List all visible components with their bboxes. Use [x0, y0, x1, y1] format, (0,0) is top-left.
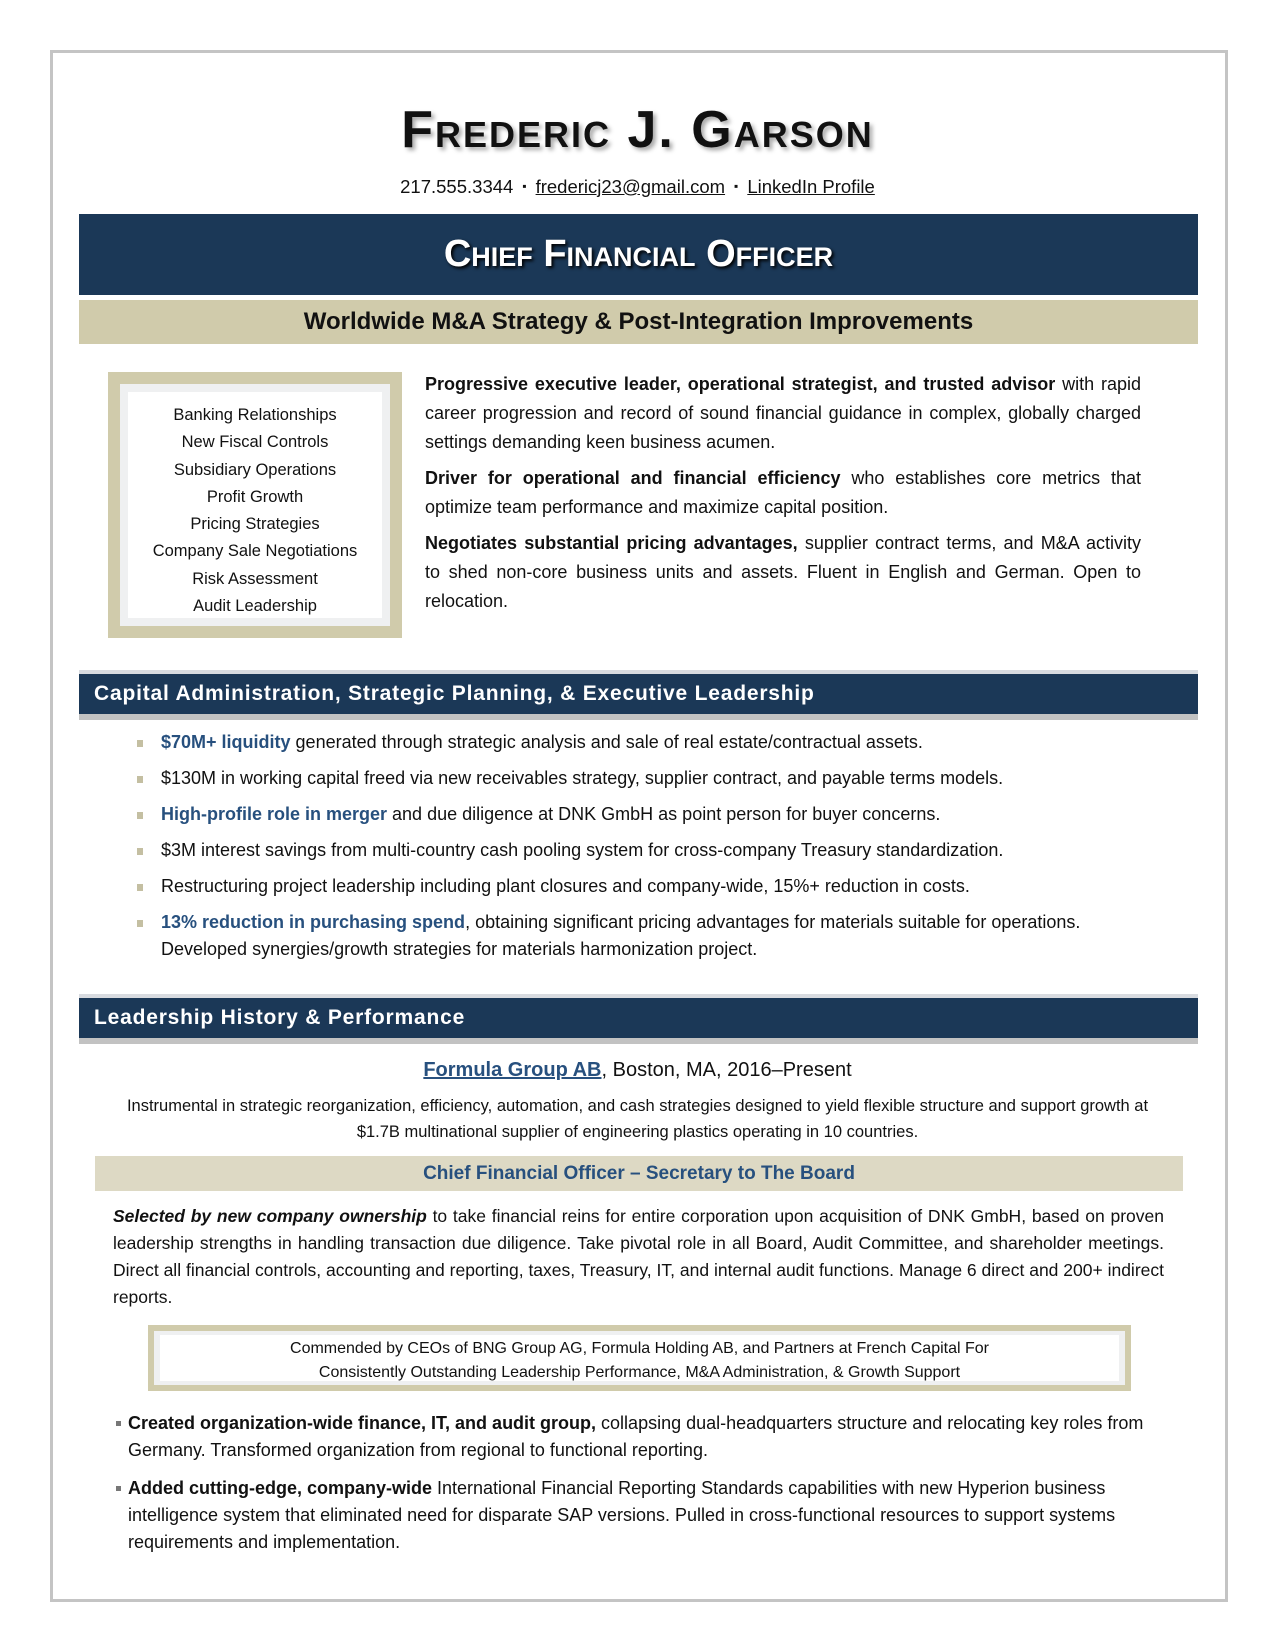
company-location: , Boston, MA, 2016–Present [601, 1059, 852, 1081]
contact-line [0, 176, 1275, 198]
company-link[interactable]: Formula Group AB [423, 1059, 602, 1081]
summary-bold: Negotiates substantial pricing advantages, [425, 533, 798, 553]
email-link[interactable]: fredericj23@gmail.com [535, 176, 726, 197]
summary [425, 370, 1141, 623]
section-title: Capital Administration, Strategic Planning, & Executive Leadership [79, 674, 1198, 714]
highlight: 13% reduction in purchasing spend [161, 912, 466, 932]
bullet-bold: Created organization-wide finance, IT, and audit group, [128, 1413, 597, 1433]
bullet-text: , obtaining significant pricing advantages for materials suitable for operations. Developed synergies/growth strategies for materials harmonization project. [161, 912, 1081, 959]
highlight: $70M+ liquidity [161, 732, 291, 752]
summary-text: supplier contract terms, and M&A activity to shed non-core business units and assets. Fluent in English and German. Open to relocation. [425, 533, 1141, 611]
bullet-text: International Financial Reporting Standards capabilities with new Hyperion business intelligence system that eliminated need for disparate SAP versions. Pulled in cross-functional resources to support systems requirements and implementation. [128, 1478, 1116, 1552]
bullet-text: and due diligence at DNK GmbH as point person for buyer concerns. [387, 804, 941, 824]
bullet-icon [137, 848, 143, 855]
skill-item: Banking Relationships [173, 406, 337, 424]
commendation-line: Commended by CEOs of BNG Group AG, Formula Holding AB, and Partners at French Capital For [290, 1340, 989, 1357]
skill-item: Subsidiary Operations [173, 460, 337, 479]
role-title: Chief Financial Officer – Secretary to The Board [95, 1156, 1183, 1191]
phone: 217.555.3344 [400, 176, 514, 197]
skill-item: Profit Growth [206, 487, 304, 506]
company-description: Instrumental in strategic reorganization, efficiency, automation, and cash strategies designed to yield flexible structure and support growth at $1.7B multinational supplier of engineering plastics operating in 10 countries. [126, 1097, 1149, 1141]
summary-bold: Driver for operational and financial efficiency [425, 468, 841, 488]
list-item [116, 1410, 1166, 1464]
role-text: to take financial reins for entire corporation upon acquisition of DNK GmbH, based on proven leadership strengths in handling transaction due diligence. Take pivotal role in all Board, Audit Committee, and shareholder meetings. Direct all financial controls, accounting and reporting, taxes, Treasury, IT, and internal audit functions. Manage 6 direct and 200+ indirect reports. [113, 1206, 1164, 1307]
separator: ▪ [522, 179, 527, 193]
bullet-icon [137, 920, 143, 927]
capital-bullets [137, 729, 1137, 972]
bullet-text: generated through strategic analysis and sale of real estate/contractual assets. [290, 732, 923, 752]
section-title: Leadership History & Performance [79, 998, 1198, 1038]
bullet-text: $3M interest savings from multi-country cash pooling system for cross-company Treasury standardization. [161, 840, 1004, 860]
summary-text: with rapid career progression and record of sound financial guidance in complex, globally charged settings demanding keen business acumen. [425, 374, 1141, 452]
bullet-icon [137, 812, 143, 819]
bullet-bold: Added cutting-edge, company-wide [128, 1478, 433, 1498]
skill-item: New Fiscal Controls [181, 433, 329, 452]
summary-text: who establishes core metrics that optimize team performance and maximize capital position. [425, 468, 1141, 517]
commendation-line: Consistently Outstanding Leadership Performance, M&A Administration, & Growth Support [318, 1364, 961, 1381]
subtitle-banner: Worldwide M&A Strategy & Post-Integration Improvements [79, 300, 1198, 344]
list-item [137, 765, 1137, 792]
company-line [0, 1059, 1275, 1082]
bullet-icon [137, 740, 143, 747]
job-bullets [116, 1410, 1166, 1567]
bullet-text: $130M in working capital freed via new receivables strategy, supplier contract, and payable terms models. [161, 768, 1004, 788]
skill-item: Company Sale Negotiations [152, 542, 358, 561]
summary-paragraph [425, 370, 1141, 457]
skill-item: Risk Assessment [192, 569, 318, 588]
list-item [137, 837, 1137, 864]
section-header-capital [79, 670, 1198, 720]
bullet-icon [116, 1421, 121, 1426]
list-item [116, 1475, 1166, 1556]
section-header-leadership [79, 994, 1198, 1044]
skill-item: Pricing Strategies [190, 515, 320, 534]
bullet-text: collapsing dual-headquarters structure and relocating key roles from Germany. Transformed organization from regional to functional reporting. [128, 1413, 1144, 1460]
separator: ▪ [734, 179, 739, 193]
summary-paragraph [425, 529, 1141, 616]
skills-box [108, 372, 402, 638]
list-item [137, 729, 1137, 756]
role-description [113, 1203, 1164, 1311]
bullet-icon [137, 884, 143, 891]
list-item [137, 873, 1137, 900]
role-bold: Selected by new company ownership [113, 1206, 427, 1226]
list-item [137, 801, 1137, 828]
bullet-icon [116, 1486, 121, 1491]
commendation-box [148, 1325, 1131, 1391]
bullet-text: Restructuring project leadership including plant closures and company-wide, 15%+ reduction in costs. [161, 876, 970, 896]
highlight: High-profile role in merger [161, 804, 388, 824]
summary-paragraph [425, 464, 1141, 522]
job-title-banner: Chief Financial Officer [79, 214, 1198, 295]
candidate-name: Frederic J. Garson [401, 101, 874, 159]
linkedin-link[interactable]: LinkedIn Profile [747, 176, 875, 197]
bullet-icon [137, 776, 143, 783]
skill-item: Audit Leadership [193, 597, 317, 616]
list-item [137, 909, 1137, 963]
summary-bold: Progressive executive leader, operational strategist, and trusted advisor [425, 374, 1056, 394]
